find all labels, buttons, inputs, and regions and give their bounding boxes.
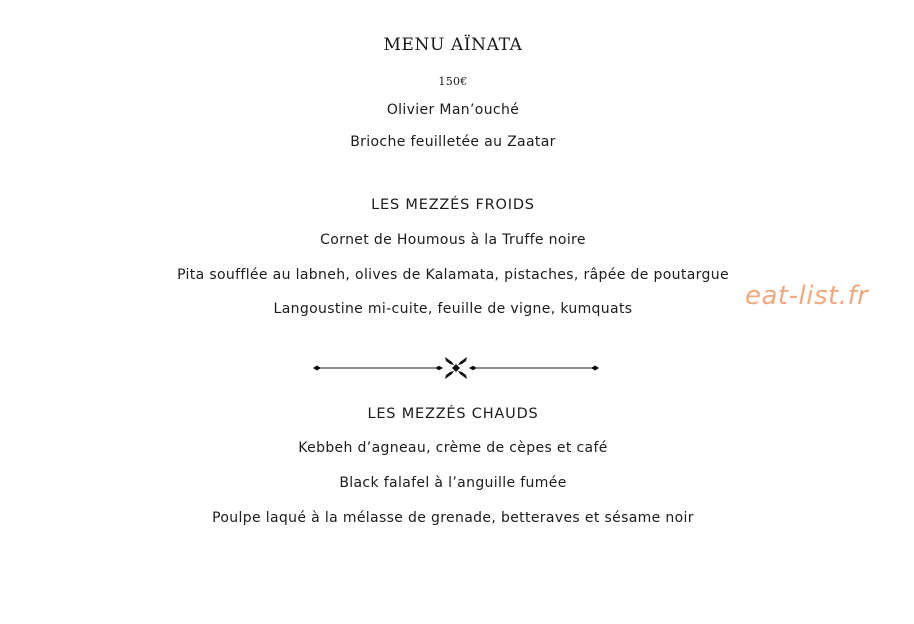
menu-price: 150€	[438, 75, 468, 88]
menu-item: Poulpe laqué à la mélasse de grenade, betteraves et sésame noir	[212, 510, 694, 526]
watermark-text: eat-list.fr	[745, 281, 869, 311]
menu-item: Cornet de Houmous à la Truffe noire	[320, 232, 586, 248]
menu-item: Langoustine mi-cuite, feuille de vigne, kumquats	[273, 301, 633, 317]
divider-ornament-icon	[311, 353, 601, 383]
menu-title: MENU AÏNATA	[383, 35, 523, 55]
menu-item: Pita soufflée au labneh, olives de Kalamata, pistaches, râpée de poutargue	[177, 267, 729, 283]
intro-item: Olivier Man’ouché	[386, 102, 520, 118]
menu-item: Kebbeh d’agneau, crème de cèpes et café	[298, 440, 608, 456]
section-title-hot-mezze: LES MEZZÉS CHAUDS	[367, 406, 539, 422]
section-title-cold-mezze: LES MEZZÉS FROIDS	[371, 197, 535, 213]
intro-item: Brioche feuilletée au Zaatar	[350, 134, 556, 150]
menu-item: Black falafel à l’anguille fumée	[339, 475, 567, 491]
